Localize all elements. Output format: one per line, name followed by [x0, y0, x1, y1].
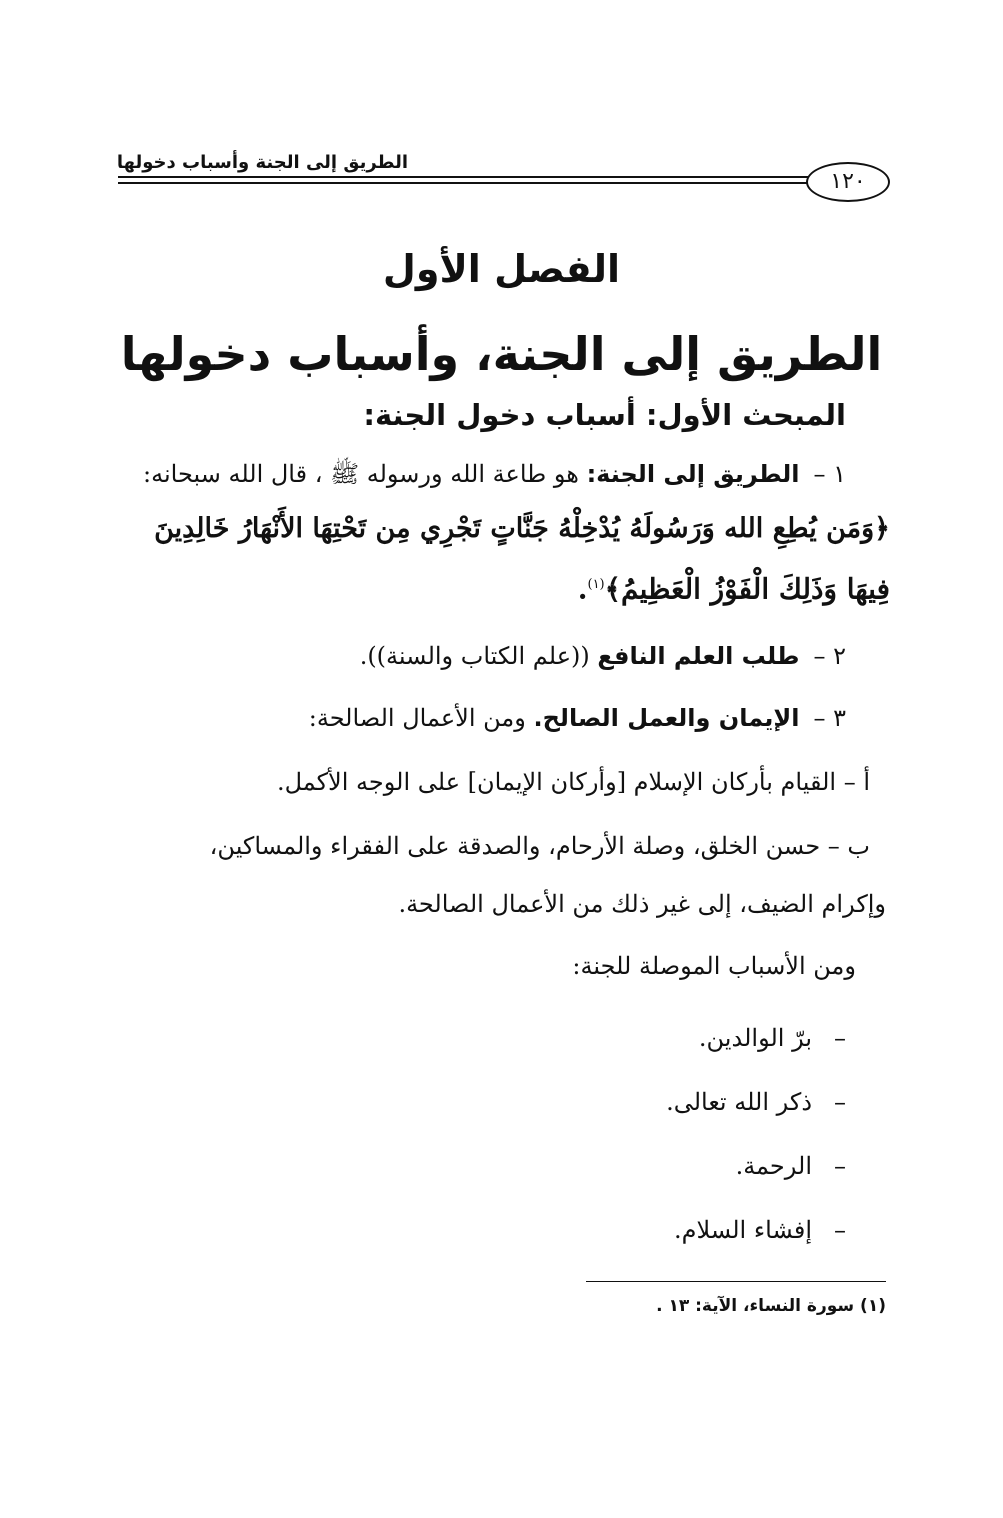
cause-text: الرحمة.: [735, 1152, 812, 1180]
cause-dash: –: [834, 1152, 846, 1180]
item-2: [300, 636, 846, 676]
item-3-text: ومن الأعمال الصالحة:: [308, 704, 526, 732]
main-title: الطريق إلى الجنة، وأسباب دخولها: [120, 327, 883, 381]
item-3: [260, 698, 846, 738]
running-header-title: الطريق إلى الجنة وأسباب دخولها: [116, 152, 408, 173]
chapter-heading: الفصل الأول: [382, 247, 621, 291]
footnote-ref: (١): [587, 577, 605, 592]
causes-intro: ومن الأسباب الموصلة للجنة:: [572, 952, 856, 980]
cause-dash: –: [834, 1024, 846, 1052]
verse-line-1: ﴿وَمَن يُطِعِ الله وَرَسُولَهُ يُدْخِلْهُ جَنَّاتٍ تَجْرِي مِن تَحْتِهَا الأَنْهَارُ خَالِدِينَ: [154, 513, 890, 544]
item-2-bold: طلب العلم النافع: [597, 642, 800, 670]
sub-item-b-line-1: ب – حسن الخلق، وصلة الأرحام، والصدقة على الفقراء والمساكين،: [209, 832, 870, 860]
sub-item-b-line-2: وإكرام الضيف، إلى غير ذلك من الأعمال الصالحة.: [398, 890, 886, 918]
item-3-number: ٣ –: [813, 704, 846, 732]
item-1: [110, 454, 846, 494]
cause-dash: –: [834, 1216, 846, 1244]
section-heading: المبحث الأول: أسباب دخول الجنة:: [363, 398, 846, 432]
cause-dash: –: [834, 1088, 846, 1116]
page-number: ١٢٠: [806, 162, 890, 202]
cause-text: إفشاء السلام.: [674, 1216, 812, 1244]
item-2-number: ٢ –: [813, 642, 846, 670]
item-1-bold: الطريق إلى الجنة:: [586, 460, 800, 488]
cause-item: [500, 1082, 846, 1122]
item-3-bold: الإيمان والعمل الصالح.: [533, 704, 800, 732]
footnote: (١) سورة النساء، الآية: ١٣ .: [656, 1296, 886, 1316]
footnote-separator: [586, 1281, 886, 1282]
item-1-number: ١ –: [813, 460, 846, 488]
cause-item: [500, 1146, 846, 1186]
cause-text: برّ الوالدين.: [698, 1024, 812, 1052]
verse-end-period: .: [577, 572, 588, 606]
cause-text: ذكر الله تعالى.: [666, 1088, 812, 1116]
cause-item: [500, 1210, 846, 1250]
item-1-text: هو طاعة الله ورسوله ﷺ ، قال الله سبحانه:: [143, 460, 579, 488]
verse-line-2: [300, 560, 890, 614]
item-2-text: ((علم الكتاب والسنة)).: [359, 642, 590, 670]
header-double-rule: [118, 176, 816, 184]
sub-item-a: أ – القيام بأركان الإسلام [وأركان الإيمان] على الوجه الأكمل.: [276, 768, 870, 796]
verse-line-2-text: فِيهَا وَذَلِكَ الْفَوْزُ الْعَظِيمُ﴾: [604, 572, 890, 606]
cause-item: [500, 1018, 846, 1058]
